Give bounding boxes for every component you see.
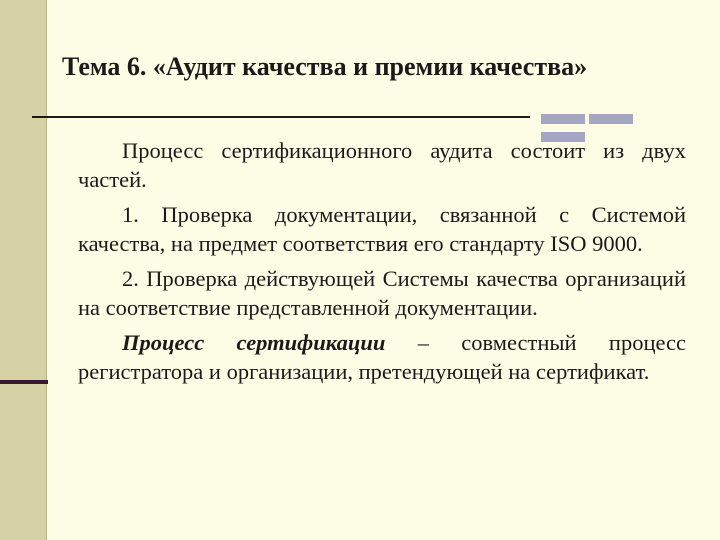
left-decor-divider: [46, 0, 47, 540]
definition-text: – совместный процесс регистратора и организации, претендующей на сертификат.: [78, 330, 686, 384]
body-paragraph-3: 2. Проверка действующей Системы качества организаций на соответствие представленной документации.: [78, 266, 686, 320]
decor-block: [541, 114, 585, 124]
body-paragraph-2: 1. Проверка документации, связанной с Системой качества, на предмет соответствия его стандарту ISO 9000.: [78, 202, 686, 256]
body-paragraph-1: Процесс сертификационного аудита состоит из двух частей.: [78, 138, 686, 192]
title-underline: [32, 116, 530, 118]
left-accent-stripe: [0, 380, 48, 384]
slide-body: [78, 136, 686, 386]
definition-term: Процесс сертификации: [122, 330, 386, 355]
decor-block: [589, 114, 633, 124]
definition-paragraph: [78, 328, 686, 386]
slide-title: Тема 6. «Аудит качества и премии качества»: [62, 52, 588, 81]
left-decor-bar: [0, 0, 46, 540]
title-rule-decor: [541, 111, 683, 121]
